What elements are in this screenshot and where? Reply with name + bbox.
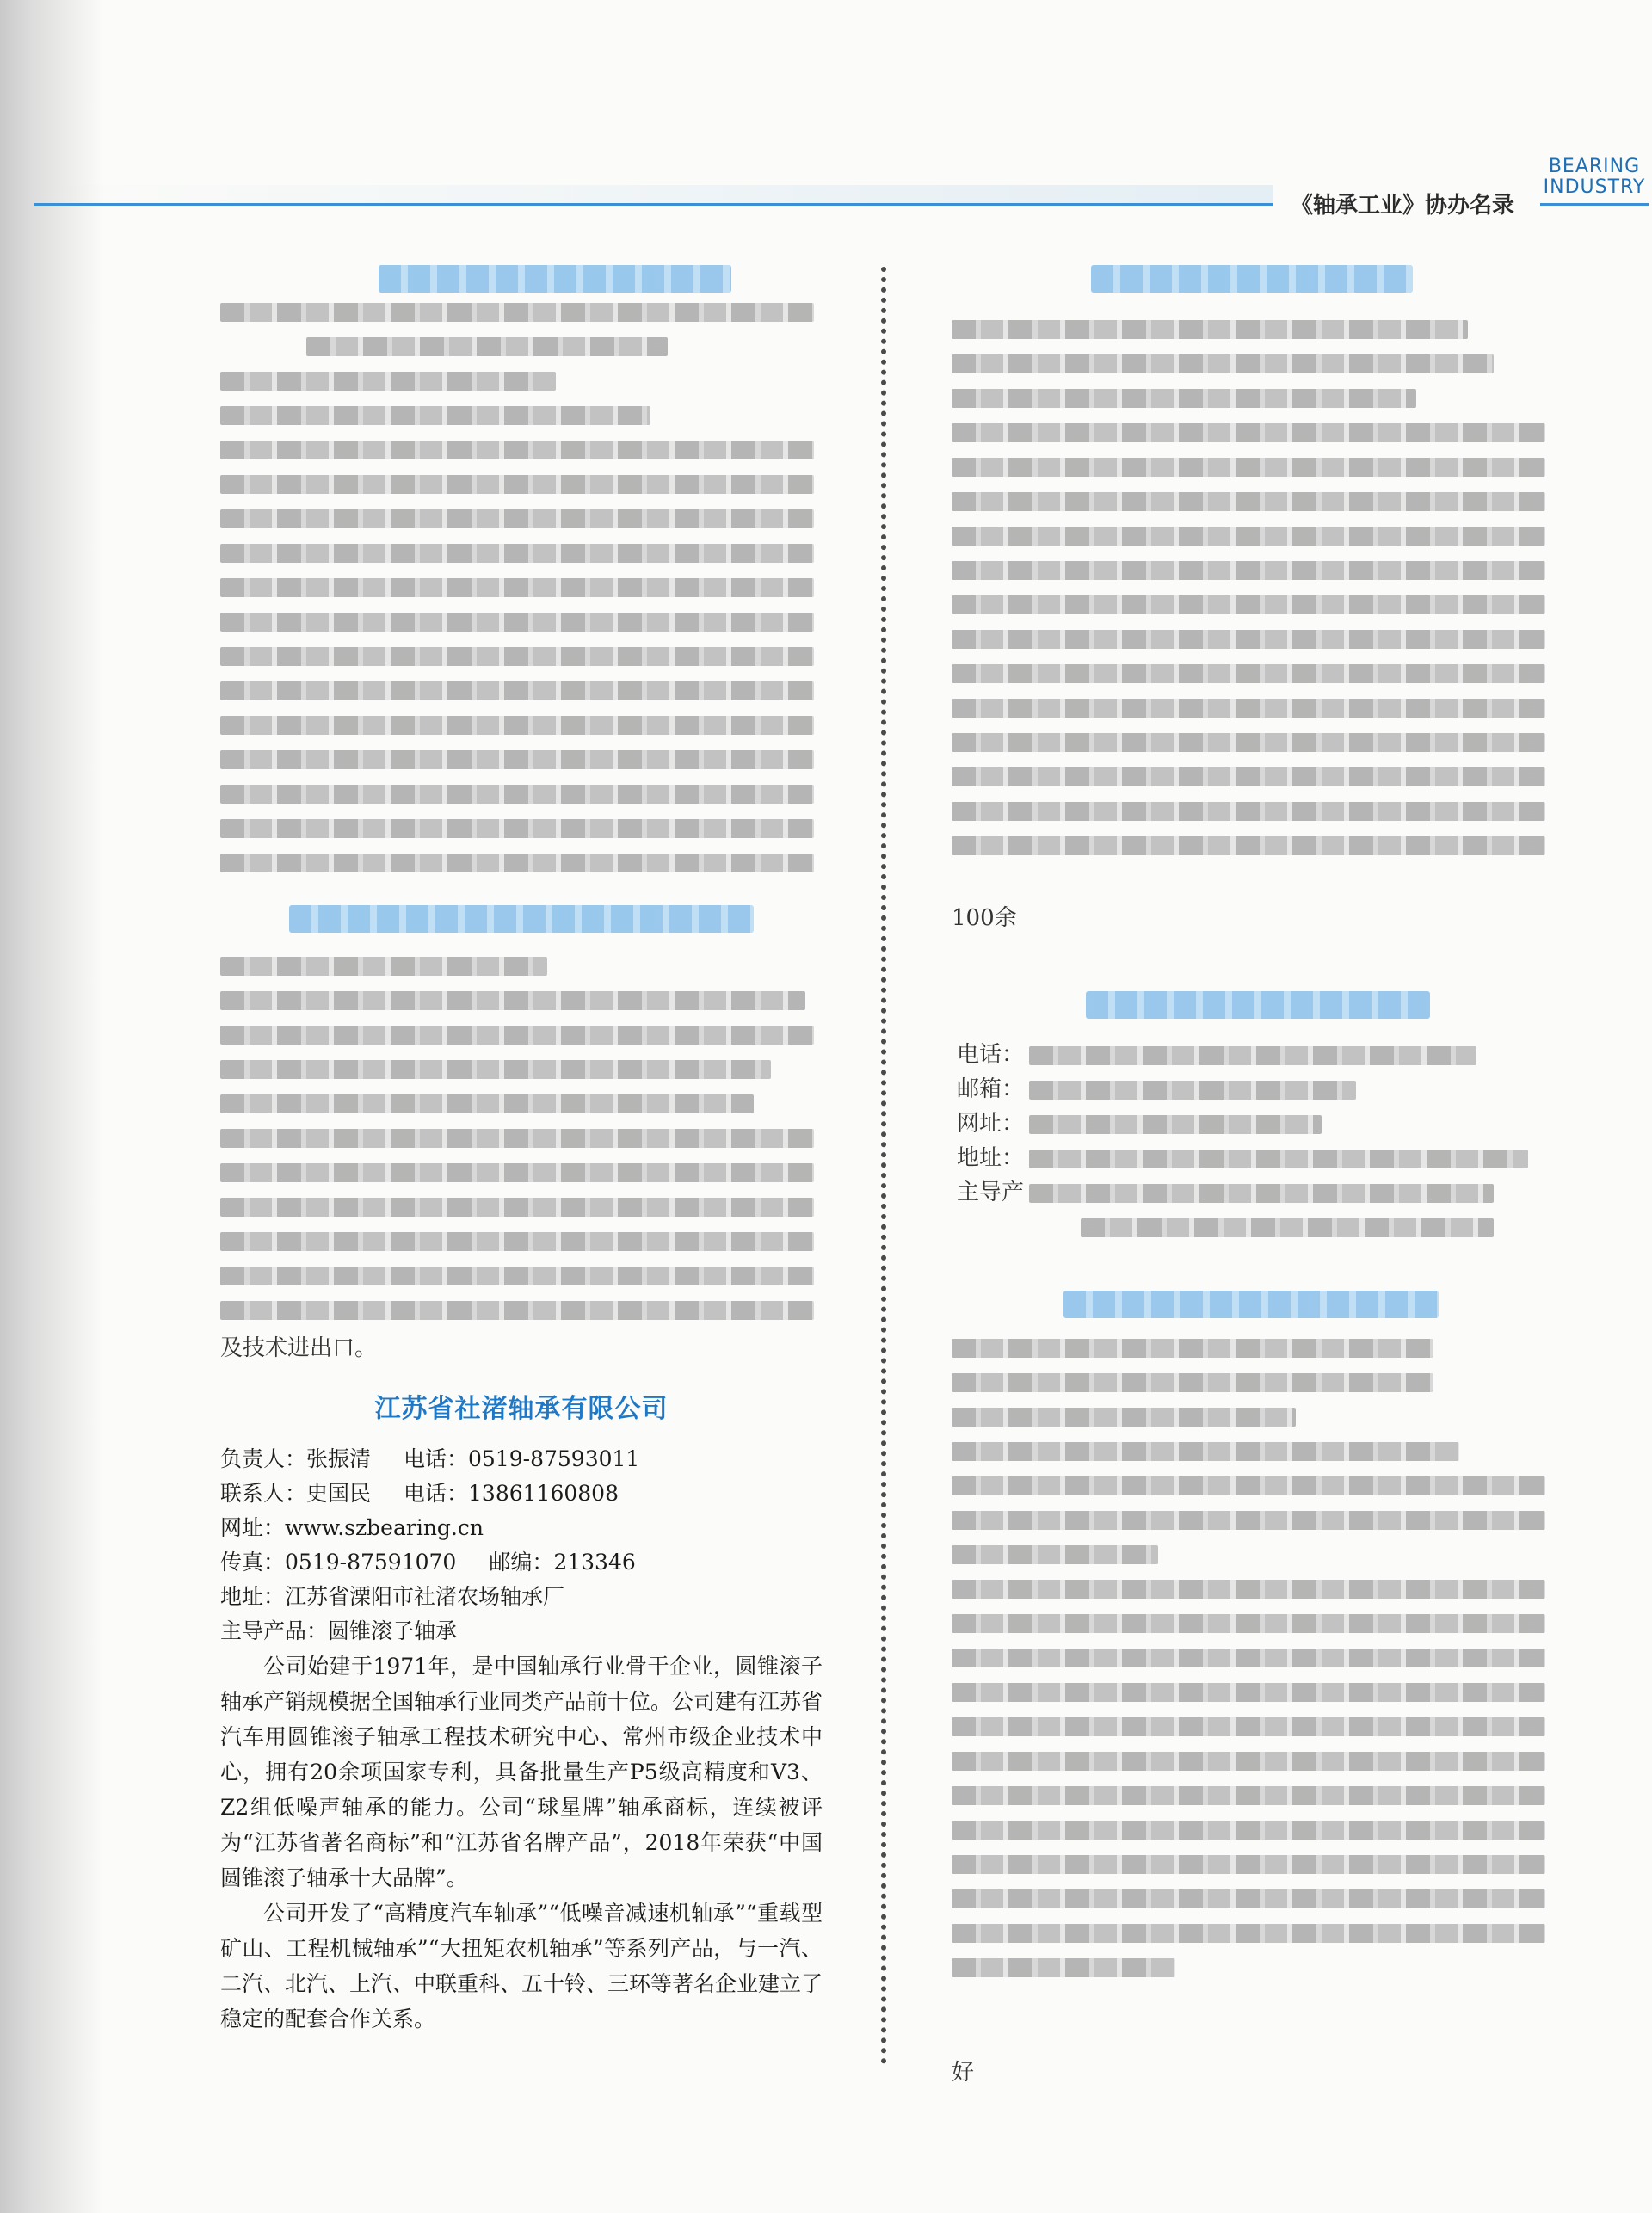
partial-text-bottom: 好 xyxy=(952,2060,975,2086)
blurred-entry-2 xyxy=(220,957,823,1335)
header-band xyxy=(34,185,1273,203)
blurred-entry-3 xyxy=(952,320,1554,871)
blurred-company-title-2 xyxy=(289,905,754,933)
featured-company-article xyxy=(220,1387,823,2037)
blurred-company-title-5 xyxy=(1063,1291,1439,1318)
blurred-entry-1 xyxy=(220,303,823,888)
contact-label-products: 主导产 xyxy=(957,1180,1025,1205)
partial-text-left: 及技术进出口。 xyxy=(220,1335,378,1361)
blurred-company-title-4 xyxy=(1086,991,1430,1019)
article-paragraph-2: 公司开发了“高精度汽车轴承”“低噪音减速机轴承”“重载型矿山、工程机械轴承”“大扭矩农机轴承”等系列产品，与一汽、二汽、北汽、上汽、中联重科、五十铃、三环等著名企业建立了稳定的配套合作关系。 xyxy=(220,1901,823,2031)
header-rule xyxy=(34,203,1273,206)
contact-label-email: 邮箱： xyxy=(957,1076,1025,1102)
info-line-fax: 传真：0519-87591070 邮编：213346 xyxy=(220,1550,636,1575)
blurred-company-title-3 xyxy=(1091,265,1413,293)
header-rule-right xyxy=(1540,203,1649,206)
info-line-contact: 联系人：史国民 电话：13861160808 xyxy=(220,1481,619,1506)
logo-line-1: BEARING xyxy=(1548,156,1641,177)
page-binding-shadow xyxy=(0,0,103,2213)
featured-company-title: 江苏省社渚轴承有限公司 xyxy=(374,1394,669,1424)
column-divider xyxy=(881,267,886,2065)
partial-text-right: 100余 xyxy=(952,905,1017,931)
blurred-company-title-1 xyxy=(379,265,731,293)
info-line-website: 网址：www.szbearing.cn xyxy=(220,1515,484,1540)
article-paragraph-1: 公司始建于1971年，是中国轴承行业骨干企业，圆锥滚子轴承产销规模据全国轴承行业同类产品前十位。公司建有江苏省汽车用圆锥滚子轴承工程技术研究中心、常州市级企业技术中心，拥有20余项国家专利，具备批量生产P5级高精度和V3、Z2组低噪声轴承的能力。公司“球星牌”轴承商标，连续被评为“江苏省著名商标”和“江苏省名牌产品”，2018年荣获“中国圆锥滚子轴承十大品牌”。 xyxy=(220,1654,823,1890)
info-line-products: 主导产品：圆锥滚子轴承 xyxy=(220,1618,458,1643)
blurred-entry-4 xyxy=(1029,1046,1545,1253)
info-line-manager: 负责人：张振清 电话：0519-87593011 xyxy=(220,1446,640,1471)
blurred-entry-5 xyxy=(952,1339,1554,1993)
contact-label-website: 网址： xyxy=(957,1111,1025,1137)
info-line-address: 地址：江苏省溧阳市社渚农场轴承厂 xyxy=(220,1584,565,1609)
bearing-industry-logo xyxy=(1540,157,1649,198)
running-head: 《轴承工业》协办名录 xyxy=(1291,193,1515,219)
contact-label-phone: 电话： xyxy=(957,1042,1025,1068)
contact-label-address: 地址： xyxy=(957,1145,1025,1171)
logo-line-2: INDUSTRY xyxy=(1543,176,1646,198)
